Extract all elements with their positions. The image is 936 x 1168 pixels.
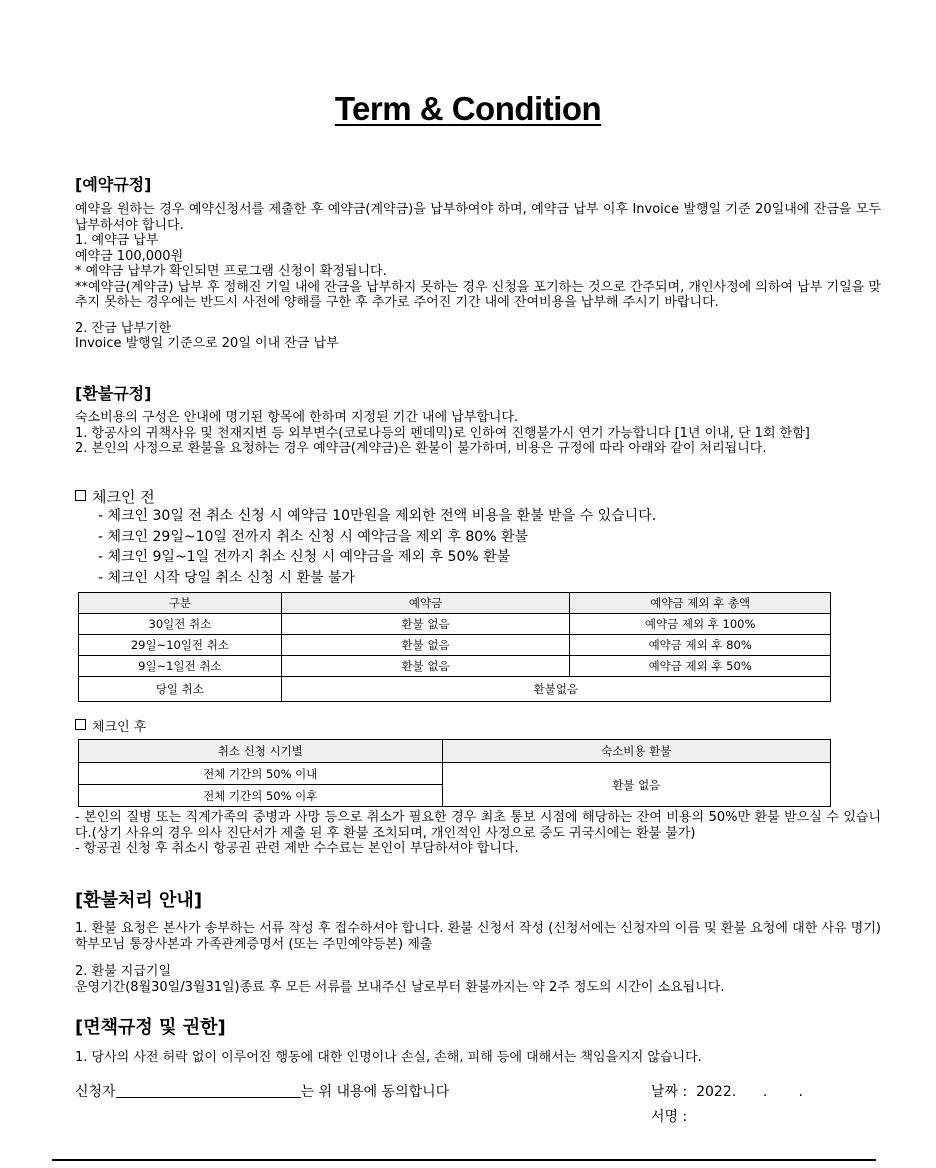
page-title: Term & Condition (334, 90, 602, 127)
refund-rule-2: 2. 본인의 사정으로 환불을 요청하는 경우 예약금(계약금)은 환불이 불가하며, 비용은 규정에 따라 아래와 같이 처리됩니다. (75, 441, 767, 456)
after-checkin-label: 체크인 후 (75, 716, 146, 735)
table-cell: 30일전 취소 (79, 614, 282, 635)
refund-heading: [환불규정] (75, 384, 152, 403)
list-item: - 체크인 30일 전 취소 신청 시 예약금 10만원을 제외한 전액 비용을 환불 받을 수 있습니다. (98, 508, 657, 524)
table-header: 예약금 제외 후 총액 (570, 593, 831, 614)
table-cell: 전체 기간의 50% 이내 (79, 763, 443, 785)
after-checkin-table (78, 739, 831, 807)
table-header: 구분 (79, 593, 282, 614)
reservation-body (75, 202, 881, 352)
table-cell: 예약금 제외 후 80% (570, 635, 831, 656)
airfare-note: - 항공권 신청 후 취소시 항공권 관련 제반 수수료는 본인이 부담하셔야 합니다. (75, 841, 519, 856)
balance-heading: 2. 잔금 납부기한 (75, 320, 172, 336)
table-cell: 환불 없음 (442, 763, 830, 807)
table-row (79, 656, 831, 677)
refund-body (75, 410, 881, 457)
table-cell: 환불 없음 (281, 656, 570, 677)
deposit-warning: **예약금(계약금) 납부 후 정해진 기일 내에 잔금을 납부하지 못하는 경우 신청을 포기하는 것으로 간주되며, 개인사정에 의하여 납부 기일을 맞추지 못하는 경우에는 반드시 사전에 양해를 구한 후 추가로 주어진 기간 내에 잔여비용을 납부해 주시기 바랍니다. (75, 279, 881, 310)
refund-process-body (75, 921, 881, 995)
refund-intro: 숙소비용의 구성은 안내에 명기된 항목에 한하며 지정된 기간 내에 납부합니다. (75, 410, 519, 425)
table-header: 숙소비용 환불 (442, 740, 830, 763)
table-cell: 예약금 제외 후 100% (570, 614, 831, 635)
refund-process-step-1: 1. 환불 요청은 본사가 송부하는 서류 작성 후 접수하셔야 합니다. 환불 신청서 작성 (신청서에는 신청자의 이름 및 환불 요청에 대한 사유 명기) 학부모님 통장사본과 가족관계증명서 (또는 주민예약등본) 제출 (75, 921, 881, 952)
applicant-label: 신청자 (75, 1084, 116, 1100)
table-cell: 9일~1일전 취소 (79, 656, 282, 677)
square-bullet-icon (75, 719, 86, 730)
table-header: 예약금 (281, 593, 570, 614)
refund-process-step-2: 2. 환불 지급기일 (75, 964, 172, 979)
table-cell: 당일 취소 (79, 677, 282, 702)
before-checkin-label: 체크인 전 (75, 486, 155, 507)
applicant-name-field[interactable] (116, 1083, 301, 1098)
refund-notes (75, 810, 881, 857)
table-header-row (79, 593, 831, 614)
disclaimer-heading: [면책규정 및 권한] (75, 1017, 226, 1038)
table-cell: 29일~10일전 취소 (79, 635, 282, 656)
table-cell: 환불 없음 (281, 635, 570, 656)
illness-note: - 본인의 질병 또는 직계가족의 중병과 사망 등으로 취소가 필요한 경우 최초 통보 시점에 해당하는 잔여 비용의 50%만 환불 받으실 수 있습니다.(상기 사유의 경우 의사 진단서가 제출 된 후 환불 조치되며, 개인적인 사정으로 중도 귀국시에는 환불 불가) (75, 810, 881, 841)
before-checkin-table (78, 592, 831, 702)
table-cell: 환불 없음 (281, 614, 570, 635)
disclaimer-text: 1. 당사의 사전 허락 없이 이루어진 행동에 대한 인명이나 손실, 손해, 피해 등에 대해서는 책임을지지 않습니다. (75, 1050, 702, 1065)
table-row (79, 614, 831, 635)
agree-text: 는 위 내용에 동의합니다 (300, 1084, 450, 1100)
table-cell: 전체 기간의 50% 이후 (79, 785, 443, 807)
refund-process-heading: [환불처리 안내] (75, 890, 203, 911)
signature-field[interactable]: 서명 : (651, 1109, 688, 1125)
table-row (79, 763, 831, 785)
disclaimer-body (75, 1050, 881, 1066)
deposit-note: * 예약금 납부가 확인되면 프로그램 신청이 확정됩니다. (75, 264, 387, 279)
list-item: - 체크인 시작 당일 취소 신청 시 환불 불가 (98, 569, 356, 586)
list-item: - 체크인 29일~10일 전까지 취소 신청 시 예약금을 제외 후 80% 환불 (98, 528, 529, 545)
table-cell: 예약금 제외 후 50% (570, 656, 831, 677)
deposit-heading: 1. 예약금 납부 (75, 233, 159, 248)
bottom-divider (52, 1159, 876, 1161)
deposit-amount: 예약금 100,000원 (75, 248, 184, 264)
refund-rule-1: 1. 항공사의 귀책사유 및 천재지변 등 외부변수(코로나등의 펜데믹)로 인하여 진행불가시 연기 가능합니다 [1년 이내, 단 1회 한함] (75, 425, 810, 441)
before-checkin-list (98, 506, 656, 588)
balance-deadline: Invoice 발행일 기준으로 20일 이내 잔금 납부 (75, 336, 339, 351)
table-row (79, 677, 831, 702)
refund-process-period: 운영기간(8월30일/3월31일)종료 후 모든 서류를 보내주신 날로부터 환불까지는 약 2주 정도의 시간이 소요됩니다. (75, 979, 725, 995)
applicant-agreement (75, 1081, 449, 1101)
square-bullet-icon (75, 490, 86, 501)
date-field[interactable]: 날짜 : 2022. . . (651, 1084, 803, 1100)
reservation-heading: [예약규정] (75, 175, 152, 194)
table-header-row (79, 740, 831, 763)
table-header: 취소 신청 시기별 (79, 740, 443, 763)
list-item: - 체크인 9일~1일 전까지 취소 신청 시 예약금을 제외 후 50% 환불 (98, 549, 511, 565)
table-row (79, 635, 831, 656)
reservation-intro: 예약을 원하는 경우 예약신청서를 제출한 후 예약금(계약금)을 납부하여야 하며, 예약금 납부 이후 Invoice 발행일 기준 20일내에 잔금을 모두 납부하셔야 합니다. (75, 202, 881, 233)
table-cell: 환불없음 (281, 677, 830, 702)
